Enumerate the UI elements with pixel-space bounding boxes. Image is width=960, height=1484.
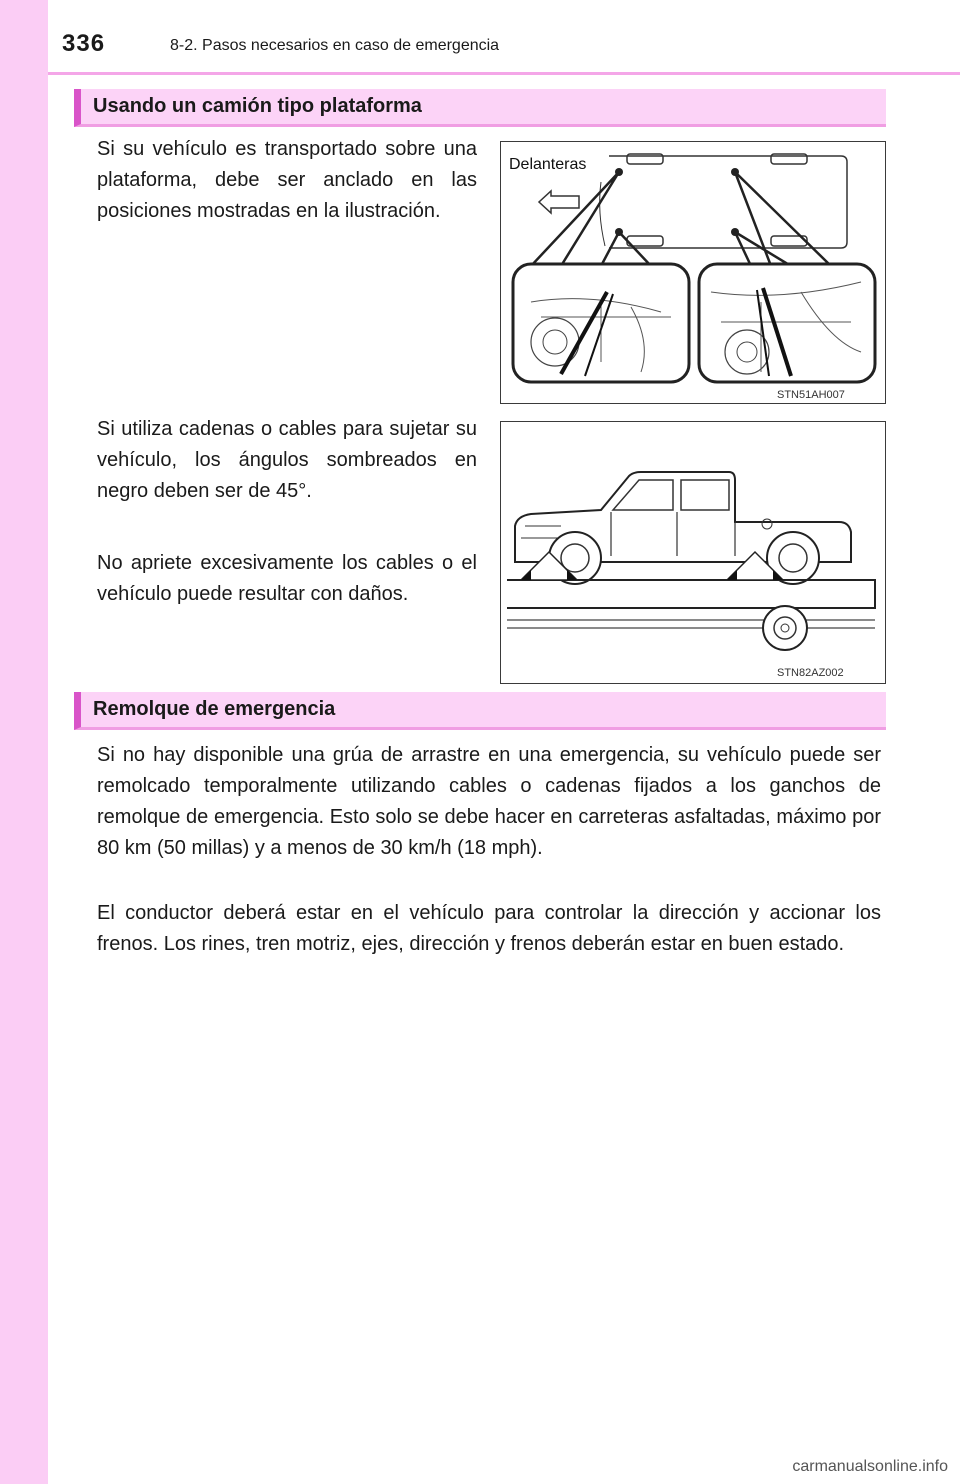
section-heading-emergency-towing: Remolque de emergencia xyxy=(74,692,886,730)
section-path: 8-2. Pasos necesarios en caso de emergencia xyxy=(170,37,500,54)
tie-down-figure xyxy=(500,141,886,404)
page-number: 336 xyxy=(62,30,106,57)
section-heading-flatbed: Usando un camión tipo plataforma xyxy=(74,89,886,127)
flatbed-paragraph-3: No apriete excesivamente los cables o el vehículo puede resultar con daños. xyxy=(97,552,477,605)
truck-on-trailer-illustration xyxy=(501,422,885,683)
tie-down-illustration xyxy=(501,142,885,403)
towing-paragraph-1: Si no hay disponible una grúa de arrastre en una emergencia, su vehículo puede ser remolcado temporalmente utilizando cables o cadenas fijados a los ganchos de remolque de emergencia. Esto solo se debe hacer en carreteras asfaltadas, máximo por 80 km (50 millas) y a menos de 30 km/h (18 mph). xyxy=(97,744,881,859)
figure-code-2: STN82AZ002 xyxy=(777,667,844,679)
towing-paragraph-2: El conductor deberá estar en el vehículo para controlar la dirección y accionar los frenos. Los rines, tren motriz, ejes, dirección y frenos deberán estar en buen estado. xyxy=(97,902,881,955)
header-rule xyxy=(48,72,960,75)
front-label: Delanteras xyxy=(509,156,587,173)
flatbed-paragraph-1: Si su vehículo es transportado sobre una plataforma, debe ser anclado en las posiciones mostradas en la ilustración. xyxy=(97,138,477,222)
figure-code-1: STN51AH007 xyxy=(777,389,845,401)
flatbed-paragraph-2: Si utiliza cadenas o cables para sujetar su vehículo, los ángulos sombreados en negro deben ser de 45°. xyxy=(97,418,477,502)
chapter-side-bar xyxy=(0,0,48,1484)
watermark: carmanualsonline.info xyxy=(792,1458,948,1475)
flatbed-figure xyxy=(500,421,886,684)
